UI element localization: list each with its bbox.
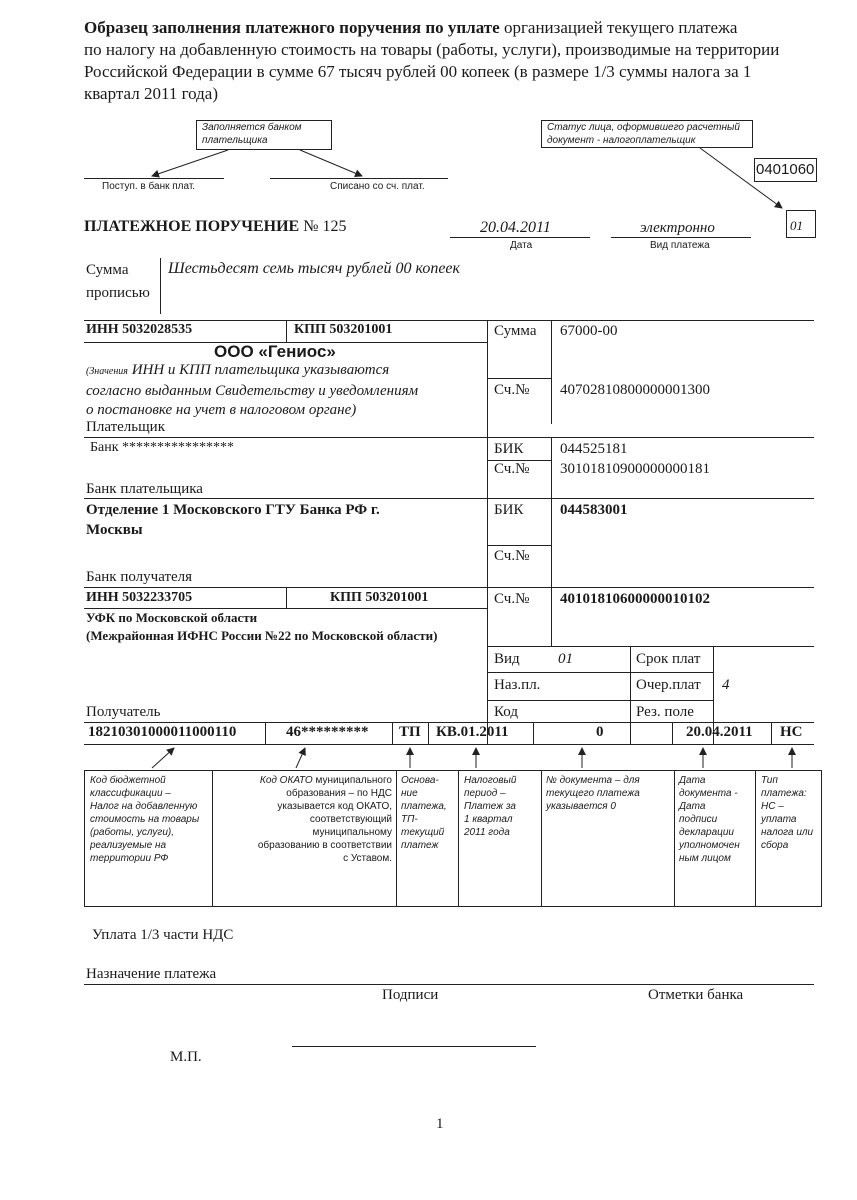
note-doc-date-6: уполномочен [679,840,740,851]
arrow-to-debited [300,150,362,176]
recipient-account-label: Сч.№ [494,591,530,607]
page-number: 1 [436,1116,444,1132]
note-kbk-4: стоимость на товары [90,814,200,825]
note-period-2: период – [464,788,506,799]
note-kbk-3: Налог на добавленную [90,801,198,812]
note-basis-2: ние [401,788,418,799]
payer-name: ООО «Гениос» [214,342,336,361]
note-basis-4: ТП- [401,814,418,825]
arrow-to-received [152,150,228,176]
note-type-3: НС – [761,801,784,812]
doc-title-rest: организацией текущего платежа [499,18,738,37]
note-kbk-6: реализуемые на [90,840,167,851]
recipient-bik-value: 044583001 [560,502,628,518]
payer-inn: ИНН 5032028535 [86,322,193,337]
tax-doc-date: 20.04.2011 [686,724,753,740]
note-type-1: Тип [761,775,778,786]
note-basis-6: платеж [401,840,439,851]
ocher-value: 4 [722,677,730,693]
tax-type: НС [780,724,803,740]
payer-note-2: согласно выданным Свидетельству и уведомлениям [86,383,419,399]
doc-title-line-3: Российской Федерации в сумме 67 тысяч рублей 00 копеек (в размере 1/3 суммы налога за 1 [84,62,752,81]
amount-words-label-1: Сумма [86,262,129,278]
note-type-2: платежа: [761,788,807,799]
payer-bank-name: Банк **************** [90,440,235,455]
bank-fill-text-2: плательщика [202,135,268,146]
payer-kpp: КПП 503201001 [294,322,393,337]
doc-title-line-2: по налогу на добавленную стоимость на товары (работы, услуги), производимые на территории [84,40,780,59]
recipient-inn: ИНН 5032233705 [86,590,193,605]
order-number: № 125 [303,218,347,235]
note-period-4: 1 квартал [464,814,513,825]
status-text-2: документ - налогоплательщик [547,135,696,146]
payer-label: Плательщик [86,419,165,435]
doc-title-bold: Образец заполнения платежного поручения по уплате [84,18,500,37]
signature-line [292,1046,536,1047]
purpose-label: Назначение платежа [86,966,217,982]
tax-doc-number: 0 [596,724,604,740]
note-basis-5: текущий [401,827,445,838]
note-basis-1: Основа- [401,775,439,786]
amount-words-label-2: прописью [86,285,150,301]
purpose-line [84,984,814,985]
vid-label: Вид [494,651,520,667]
recipient-bank-label: Банк получателя [86,569,193,585]
recipient-name-1: УФК по Московской области [86,610,258,625]
arrow-to-status-code [700,148,782,208]
note-doc-date-2: документа - [679,788,738,799]
note-okato-7: с Уставом. [343,853,392,864]
note-okato-first: Код ОКАТО [259,775,313,786]
note-doc-number-3: указывается 0 [546,801,616,812]
order-title-text: ПЛАТЕЖНОЕ ПОРУЧЕНИЕ [84,218,300,235]
note-doc-date-7: ным лицом [679,853,731,864]
kod-label: Код [494,704,518,720]
note-doc-number-2: текущего платежа [546,788,640,799]
srok-label: Срок плат [636,651,701,667]
note-period-5: 2011 года [464,827,510,838]
amount-words-value: Шестьдесят семь тысяч рублей 00 копеек [168,260,461,277]
note-doc-date-5: декларации [679,827,734,838]
note-doc-number-1: № документа – для [546,775,640,786]
tax-period: КВ.01.2011 [436,724,509,740]
payer-account-label: Сч.№ [494,382,530,398]
note-kbk-2: классификации – [90,788,171,799]
note-kbk-5: (работы, услуги), [90,827,175,838]
recipient-bank-line-2: Москвы [86,522,143,538]
form-code: 0401060 [756,161,815,178]
debited-label: Списано со сч. плат. [330,181,425,192]
payment-type-label: Вид платежа [650,240,710,251]
note-doc-date-1: Дата [679,775,706,786]
arrow-kbk [152,748,174,768]
payer-note-1-text: ИНН и КПП плательщика указываются [131,362,390,378]
arrow-okato [296,748,305,768]
recipient-account-value: 40101810600000010102 [560,591,710,607]
received-label: Поступ. в банк плат. [102,181,196,192]
payer-note-small: (Значения [86,366,128,377]
note-type-6: сбора [761,840,789,851]
note-okato-4: соответствующий [309,814,392,825]
stamp-label: М.П. [170,1049,202,1065]
note-okato-6: образованию в соответствии [257,840,392,851]
note-doc-date-3: Дата [679,801,706,812]
sum-value: 67000-00 [560,323,618,339]
signatures-label: Подписи [382,987,439,1003]
recipient-bik-label: БИК [494,502,524,518]
recipient-corr-label: Сч.№ [494,548,530,564]
tax-basis: ТП [399,724,421,740]
recipient-name-2: (Межрайонная ИФНС России №22 по Московской области) [86,628,438,643]
tax-okato: 46********* [286,724,369,740]
note-kbk-7: территории РФ [90,853,169,864]
bank-fill-text-1: Заполняется банком [202,122,302,133]
payer-corr-label: Сч.№ [494,461,530,477]
note-okato-5: муниципальному [312,827,392,838]
recipient-label: Получатель [86,704,161,720]
payer-note-3: о постановке на учет в налоговом органе) [86,402,357,418]
order-date: 20.04.2011 [480,219,551,236]
ocher-label: Очер.плат [636,677,701,693]
order-date-label: Дата [510,240,533,251]
note-okato-1-rest: муниципального [312,775,392,786]
note-okato-3: указывается код ОКАТО, [277,801,392,812]
payer-corr-value: 30101810900000000181 [560,461,710,477]
note-period-1: Налоговый [464,775,517,786]
note-doc-date-4: подписи [679,814,718,825]
status-text-1: Статус лица, оформившего расчетный [547,122,740,133]
recipient-bank-line-1: Отделение 1 Московского ГТУ Банка РФ г. [86,502,380,518]
note-okato-2: образования – по НДС [286,788,392,799]
note-period-3: Платеж за [464,801,516,812]
status-code: 01 [790,218,803,233]
tax-kbk: 18210301000011000110 [88,724,237,740]
vid-value: 01 [558,651,573,667]
bank-marks-label: Отметки банка [648,987,744,1003]
rez-label: Рез. поле [636,704,694,720]
payer-bank-label: Банк плательщика [86,481,203,497]
payer-bik-label: БИК [494,441,524,457]
payment-type: электронно [640,220,715,236]
payer-bik-value: 044525181 [560,441,628,457]
purpose-text: Уплата 1/3 части НДС [92,927,234,943]
sum-label: Сумма [494,323,537,339]
payer-account-value: 40702810800000001300 [560,382,710,398]
note-type-5: налога или [761,827,814,838]
note-type-4: уплата [761,814,797,825]
recipient-kpp: КПП 503201001 [330,590,429,605]
note-basis-3: платежа, [401,801,447,812]
naz-label: Наз.пл. [494,677,541,693]
note-kbk-1: Код бюджетной [90,775,166,786]
doc-title-line-4: квартал 2011 года) [84,84,218,103]
